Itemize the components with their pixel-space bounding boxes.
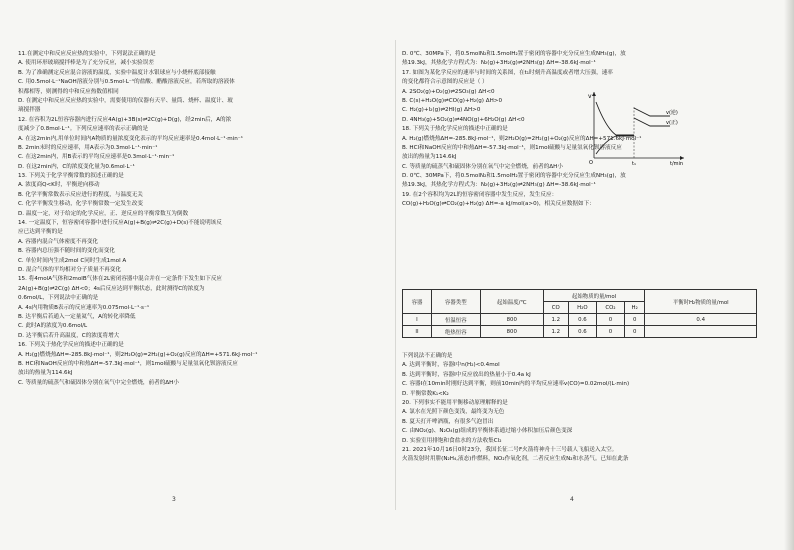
text-line: 火箭发射时用肼(N₂H₄,液态)作燃料，NO₂作氧化剂，二者反应生成N₂和水蒸气。已知在此条	[402, 456, 629, 463]
table-cell: II	[403, 326, 432, 338]
page-edge-shadow	[784, 0, 794, 550]
text-line: 14. 一定温度下，恒容密闭容器中进行反应A(g)+B(g)⇌2C(g)+D(s)不能说明该反	[18, 220, 222, 227]
table-cell: 0	[597, 326, 625, 338]
text-line: D. 平衡常数K₁<K₂	[402, 390, 449, 397]
text-line: 度减少了0.8mol·L⁻¹。下列反应速率的表示正确的是	[18, 126, 149, 133]
table-subheader: CO	[543, 302, 568, 314]
text-line: 15. 将4molA气体和2molB气体在2L密闭容器中混合并在一定条件下发生如下反应	[18, 276, 223, 283]
table-header: 起始物质的量/mol	[543, 290, 645, 302]
text-line: D. 0℃、30MPa下，将0.5molN₂和1.5molH₂置于密闭的容器中充分反应生成NH₃(g)，放	[402, 51, 626, 57]
curve-reverse-before	[596, 102, 634, 135]
text-line: B. HCl和NaOH反应的中和热ΔH=-57.3kJ·mol⁻¹，则1mol硫酸与足量氢氧化钡溶液反应	[402, 144, 622, 151]
page-number-left: 3	[172, 496, 176, 503]
text-line: C. 用0.5mol·L⁻¹NaOH溶液分别与0.5mol·L⁻¹的盐酸、醋酸溶液反应，若所取的溶液体	[18, 79, 235, 86]
text-line: 2A(g)+B(g)⇌2C(g) ΔH<0；4s后反应达到平衡状态，此时测得C的浓度为	[18, 285, 205, 292]
text-line: 19. 在2个容积均为2L的恒容密闭容器中发生反应，发生反应：	[402, 191, 558, 198]
table-cell: 0.6	[568, 314, 596, 326]
text-line: B. 为了准确测定反应混合溶液的温度，实验中温度计水银球应与小烧杯底部接触	[18, 69, 216, 76]
table-cell	[645, 326, 757, 338]
graph-origin-label: O	[589, 160, 593, 166]
graph-y-label: v	[588, 93, 592, 100]
text-line: B. 达到平衡时，容器I中反应放出的热量小于0.4a kJ	[402, 371, 531, 378]
text-line: 放出的热量为114.6kJ	[18, 370, 73, 377]
text-line: 20. 下列事实不能用平衡移动原理解释的是	[402, 399, 508, 406]
table-cell: 800	[480, 326, 543, 338]
text-line: C. 等质量的硫蒸气和硫固体分别在氧气中完全燃烧，前者的ΔH小	[18, 379, 179, 386]
text-line: C. 容器I在10min时刚好达到平衡，则前10min内的平均反应速率v(CO)=0.02mol/(L·min)	[402, 381, 630, 388]
table-cell: 0	[624, 314, 645, 326]
text-line: 17. 如图为某化学反应的速率与时间的关系图，在t₁时刻升高温度或者增大压强，速率	[402, 69, 613, 76]
text-line: A. 容器内混合气体密度不再变化	[18, 238, 99, 245]
text-line: D. 在测定中和反应反应热的实验中，需要使用的仪器有天平、量筒、烧杯、温度计、玻	[18, 97, 233, 104]
text-line: A. 浓度商Q<K时，平衡逆向移动	[18, 182, 100, 189]
table-header: 容器	[403, 290, 432, 314]
text-line: D. 达平衡后若升高温度，C的浓度将增大	[18, 332, 120, 339]
text-line: A. H₂(g)燃烧热ΔH=-285.8kJ·mol⁻¹，则2H₂O(g)=2H₂(g)+O₂(g)反应的ΔH=+571.6kJ·mol⁻¹	[402, 135, 642, 142]
table-subheader: H₂	[624, 302, 645, 314]
page-number-right: 4	[570, 496, 574, 503]
x-axis-arrow	[680, 156, 684, 160]
left-page-text	[18, 50, 388, 388]
table-cell: 800	[480, 314, 543, 326]
text-line: B. 夏天打开啤酒瓶，有很多气泡冒出	[402, 418, 494, 425]
graph-curve-upper-label: v(逆)	[666, 110, 678, 116]
text-line: 积都相等，则测得的中和反应热数值相同	[18, 88, 119, 95]
curve-lower-after	[634, 118, 670, 126]
text-line: 11.在测定中和反应反应热的实验中，下列说法正确的是	[18, 51, 156, 57]
table-header: 容器类型	[431, 290, 480, 314]
table-cell: 0.4	[645, 314, 757, 326]
table-header: 起始温度/℃	[480, 290, 543, 314]
right-page-text-bottom	[402, 352, 778, 465]
page-divider	[395, 40, 396, 510]
table-cell: 绝热恒容	[431, 326, 480, 338]
text-line: 应已达到平衡的是	[18, 229, 63, 236]
text-line: C. 单位时间内生成2mol C同时生成1mol A	[18, 257, 127, 264]
text-line: C. 化学平衡发生移动，化学平衡常数一定发生改变	[18, 201, 143, 208]
table-cell: 0.6	[568, 326, 596, 338]
text-line: B. 达平衡后若通入一定量氦气，A的转化率降低	[18, 313, 136, 320]
text-line: 13. 下列关于化学平衡常数的叙述正确的是	[18, 173, 124, 180]
text-line: 放出的热量为114.6kJ	[402, 154, 457, 161]
text-line: 璃搅拌器	[18, 107, 41, 114]
text-line: B. HCl和NaOH反应的中和热ΔH=-57.3kJ·mol⁻¹，则1mol硫酸与足量氢氧化钡溶液反应	[18, 360, 238, 367]
text-line: C. 在这2min内，用B表示的平均反应速率是0.3mol·L⁻¹·min⁻¹	[18, 154, 175, 161]
text-line: D. 实验室用排饱和食盐水的方法收集Cl₂	[402, 437, 502, 444]
text-line: 热19.3kJ，其热化学方程式为：N₂(g)+3H₂(g)⇌2NH₃(g) ΔH=-38.6kJ·mol⁻¹	[402, 60, 596, 67]
text-line: A. 使用环形玻璃搅拌棒是为了充分反应，减小实验误差	[18, 60, 154, 67]
graph-curve-lower-label: v(正)	[666, 120, 678, 126]
text-line: A. 在这2min内,用单位时间内A物质的量浓度变化表示的平均反应速率是0.4mol·L⁻¹·min⁻¹	[18, 135, 243, 142]
text-line: 18. 下列关于热化学反应的描述中正确的是	[402, 126, 508, 133]
y-axis-arrow	[592, 92, 596, 96]
curve-forward-before	[596, 136, 634, 154]
graph-t1-label: t₁	[632, 161, 636, 166]
table-header: 平衡时H₂物质的量/mol	[645, 290, 757, 314]
text-line: C. 由NO₂(g)、N₂O₄(g)组成的平衡体系通过缩小体积加压后颜色变深	[402, 428, 573, 435]
text-line: B. 2min末时的反应速率，用A表示为0.3mol·L⁻¹·min⁻¹	[18, 144, 158, 151]
text-line: D. 4NH₃(g)+5O₂(g)⇌4NO(g)+6H₂O(g) ΔH<0	[402, 116, 525, 123]
text-line: A. H₂(g)燃烧热ΔH=-285.8kJ·mol⁻¹，则2H₂O(g)=2H₂(g)+O₂(g)反应的ΔH=+571.6kJ·mol⁻¹	[18, 351, 258, 358]
text-line: 16. 下列关于热化学反应的描述中正确的是	[18, 342, 124, 349]
table-cell: 1.2	[543, 314, 568, 326]
text-line: B. 容器内总压强不随时间的变化而变化	[18, 248, 115, 255]
text-line: D. 0℃、30MPa下，将0.5molN₂和1.5molH₂置于密闭的容器中充分反应生成NH₃(g)，放	[402, 173, 626, 180]
text-line: 21. 2021年10月16日0时23分，我国长征二号F火箭将神舟十三号载人飞船送入太空。	[402, 446, 618, 453]
text-line: 的变化都符合示意图的反应是（ ）	[402, 79, 488, 86]
text-line: B. 化学平衡常数表示反应进行的程度，与温度无关	[18, 191, 143, 198]
text-line: C. 此时A的浓度为0.6mol/L	[18, 323, 88, 330]
text-line: B. C(s)+H₂O(g)⇌CO(g)+H₂(g) ΔH>0	[402, 97, 503, 104]
table-row	[403, 314, 757, 326]
table-cell: I	[403, 314, 432, 326]
text-line: CO(g)+H₂O(g)⇌CO₂(g)+H₂(g) ΔH=-a kJ/mol(a>0)，相关反应数据如下：	[402, 201, 595, 208]
table-row	[403, 326, 757, 338]
text-line: D. 在这2min内，C的浓度变化量为0.6mol·L⁻¹	[18, 163, 135, 170]
text-line: A. 氯水在光照下颜色变浅，最终变为无色	[402, 409, 505, 416]
text-line: 下列说法不正确的是	[402, 353, 453, 359]
text-line: 12. 在容积为2L恒容容器内进行反应4A(g)+3B(s)⇌2C(g)+D(g)，经2min后，A的浓	[18, 116, 232, 123]
table-cell: 1.2	[543, 326, 568, 338]
text-line: D. 温度一定，对于给定的化学反应，正、逆反应的平衡常数互为倒数	[18, 210, 189, 217]
text-line: C. 等质量的硫蒸气和硫固体分别在氧气中完全燃烧，前者的ΔH小	[402, 163, 563, 170]
text-line: 0.6mol/L，下列说法中正确的是	[18, 295, 99, 302]
table-subheader: H₂O	[568, 302, 596, 314]
text-line: A. 4s内用物质B表示的反应速率为0.075mol·L⁻¹·s⁻¹	[18, 304, 150, 311]
table-cell: 0	[624, 326, 645, 338]
table-cell: 恒温恒容	[431, 314, 480, 326]
table-cell: 0	[597, 314, 625, 326]
text-line: C. H₂(g)+I₂(g)⇌2HI(g) ΔH>0	[402, 107, 481, 114]
text-line: D. 混合气体的平均相对分子质量不再变化	[18, 266, 121, 273]
curve-upper-after	[634, 108, 670, 116]
text-line: A. 达到平衡时，容器I中n(H₂)<0.4mol	[402, 362, 500, 369]
graph-x-label: t/min	[670, 161, 684, 166]
text-line: A. 2SO₂(g)+O₂(g)⇌2SO₃(g) ΔH<0	[402, 88, 495, 95]
table-subheader: CO₂	[597, 302, 625, 314]
rate-time-graph	[580, 88, 690, 166]
text-line: 热19.3kJ，其热化学方程式为：N₂(g)+3H₂(g)⇌2NH₃(g) ΔH=-38.6kJ·mol⁻¹	[402, 182, 596, 189]
reaction-data-table	[402, 289, 757, 338]
